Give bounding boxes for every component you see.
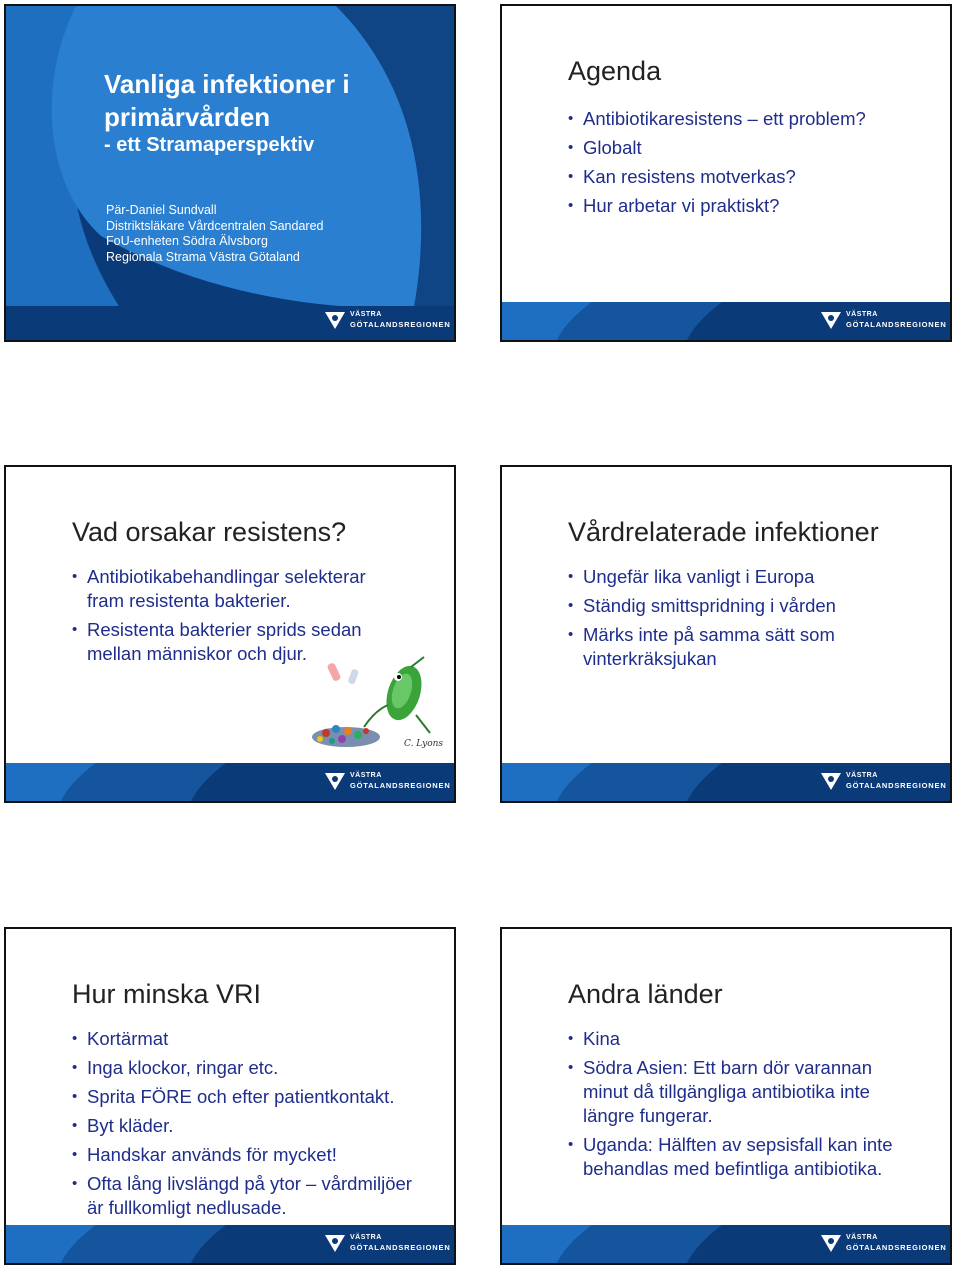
bullet-item: • Kan resistens motverkas?: [568, 165, 938, 189]
author-block: [106, 203, 323, 265]
bullet-item: • Uganda: Hälften av sepsisfall kan inte behandlas med befintliga antibiotika.: [568, 1133, 908, 1181]
bullet-item: • Hur arbetar vi praktiskt?: [568, 194, 938, 218]
slide-heading: Hur minska VRI: [72, 979, 262, 1009]
logo-line1: VÄSTRA: [350, 1234, 382, 1241]
author-role: Distriktsläkare Vårdcentralen Sandared: [106, 218, 324, 233]
slide-resistance-causes: [4, 465, 456, 803]
subtitle: - ett Stramaperspektiv: [104, 134, 315, 156]
cartoon-signature: C. Lyons: [404, 739, 444, 749]
bullet-item: • Kina: [568, 1027, 908, 1051]
bullet-item: • Antibiotikabehandlingar selekterar fram resistenta bakterier.: [72, 565, 402, 613]
slide-heading: Andra länder: [568, 979, 723, 1009]
region-logo-mark-icon: [324, 1233, 346, 1253]
bullet-list: [72, 1027, 432, 1225]
slide-heading: Agenda: [568, 56, 662, 86]
slide-other-countries: [500, 927, 952, 1265]
region-logo: [820, 770, 947, 794]
logo-line1: VÄSTRA: [846, 1234, 878, 1241]
bullet-item: • Inga klockor, ringar etc.: [72, 1056, 432, 1080]
logo-line2: GÖTALANDSREGIONEN: [350, 1243, 451, 1252]
logo-line2: GÖTALANDSREGIONEN: [846, 1243, 947, 1252]
region-logo-mark-icon: [820, 310, 842, 330]
bullet-item: • Sprita FÖRE och efter patientkontakt.: [72, 1085, 432, 1109]
bullet-item: • Byt kläder.: [72, 1114, 432, 1138]
slide-footer: [6, 763, 454, 801]
bullet-list: [568, 565, 888, 676]
main-title: Vanliga infektioner i primärvården: [104, 69, 350, 132]
slide-footer: [502, 1225, 950, 1263]
bullet-item: • Ungefär lika vanligt i Europa: [568, 565, 888, 589]
logo-line1: VÄSTRA: [350, 772, 382, 779]
slide-footer: [502, 302, 950, 340]
bullet-item: • Ofta lång livslängd på ytor – vårdmiljöer är fullkomligt nedlusade.: [72, 1172, 432, 1220]
logo-line2: GÖTALANDSREGIONEN: [846, 320, 947, 329]
region-logo: [324, 770, 451, 794]
bullet-list: [568, 107, 938, 223]
slide-agenda: [500, 4, 952, 342]
bullet-item: • Globalt: [568, 136, 938, 160]
logo-line1: VÄSTRA: [350, 311, 382, 318]
bullet-item: • Handskar används för mycket!: [72, 1143, 432, 1167]
logo-line1: VÄSTRA: [846, 772, 878, 779]
author-org: Regionala Strama Västra Götaland: [106, 249, 300, 264]
title-background: [6, 6, 456, 342]
region-logo-mark-icon: [820, 1233, 842, 1253]
logo-line2: GÖTALANDSREGIONEN: [350, 781, 451, 790]
region-logo-mark-icon: [324, 310, 346, 330]
bullet-item: • Resistenta bakterier sprids sedan mellan människor och djur.: [72, 618, 402, 666]
bullet-item: • Antibiotikaresistens – ett problem?: [568, 107, 938, 131]
logo-line2: GÖTALANDSREGIONEN: [846, 781, 947, 790]
author-name: Pär-Daniel Sundvall: [106, 203, 217, 217]
slide-healthcare-infections: [500, 465, 952, 803]
logo-line2: GÖTALANDSREGIONEN: [350, 320, 451, 329]
bullet-item: • Kortärmat: [72, 1027, 432, 1051]
bullet-item: • Märks inte på samma sätt som vinterkräksjukan: [568, 623, 888, 671]
slide-heading: Vårdrelaterade infektioner: [568, 517, 879, 547]
bullet-item: • Södra Asien: Ett barn dör varannan minut då tillgängliga antibiotika inte längre fungerar.: [568, 1056, 908, 1128]
slide-heading: Vad orsakar resistens?: [72, 517, 347, 547]
region-logo: [820, 309, 947, 333]
slide-footer: [6, 1225, 454, 1263]
region-logo-mark-icon: [820, 771, 842, 791]
bullet-item: • Ständig smittspridning i vården: [568, 594, 888, 618]
region-logo-mark-icon: [324, 771, 346, 791]
author-unit: FoU-enheten Södra Älvsborg: [106, 234, 268, 248]
bullet-list: [568, 1027, 908, 1186]
slide-reduce-vri: [4, 927, 456, 1265]
logo-line1: VÄSTRA: [846, 311, 878, 318]
region-logo: [324, 309, 451, 333]
region-logo: [324, 1232, 451, 1256]
slide-footer: [502, 763, 950, 801]
slide-title: [4, 4, 456, 342]
region-logo: [820, 1232, 947, 1256]
